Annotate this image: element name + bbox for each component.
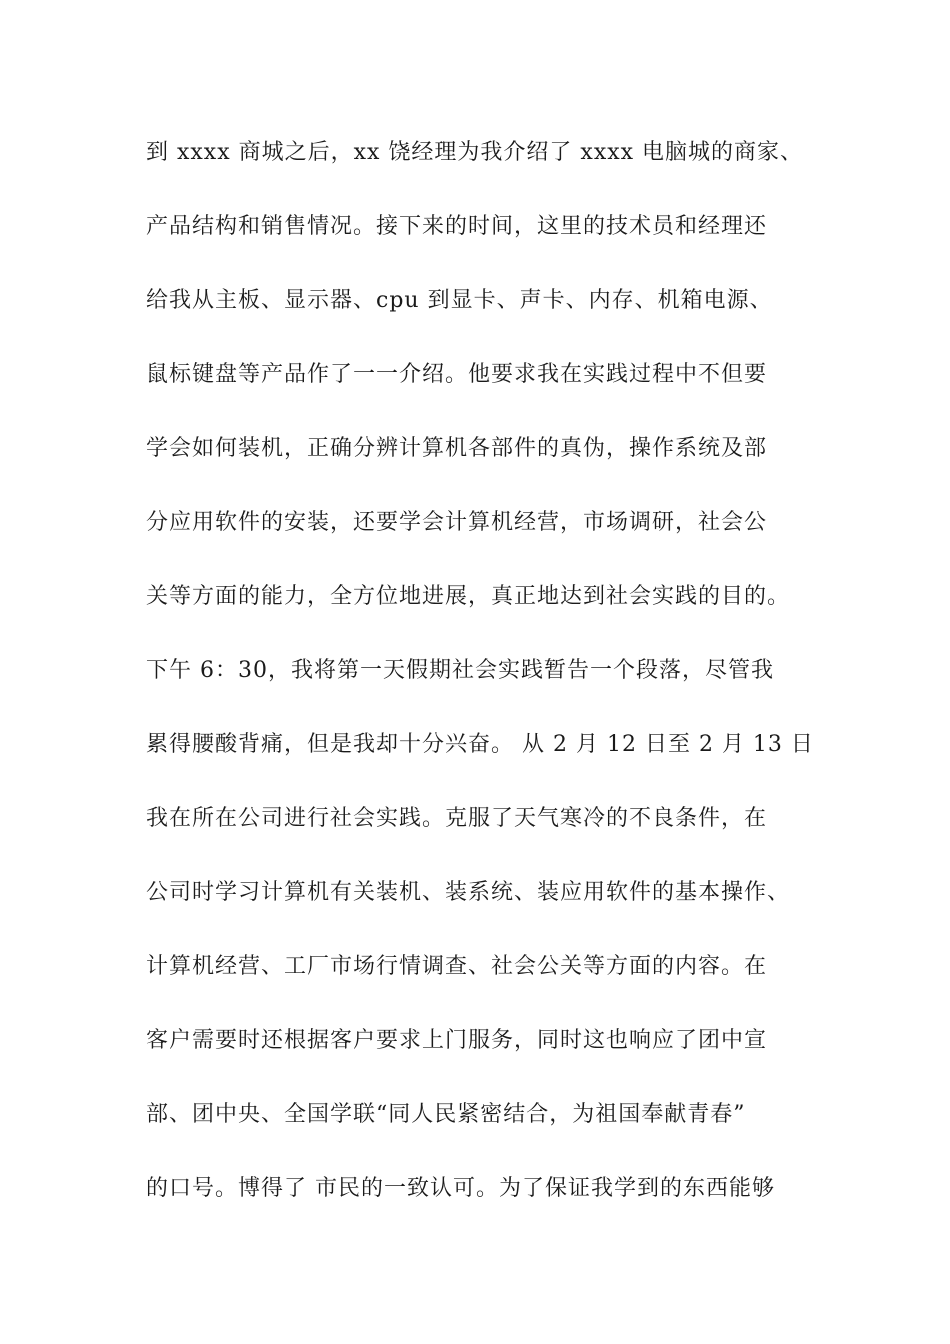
text-line-3: 给我从主板、显示器、cpu 到显卡、声卡、内存、机箱电源、 — [146, 288, 773, 313]
text-line-9: 累得腰酸背痛，但是我却十分兴奋。 从 2 月 12 日至 2 月 13 日 — [146, 732, 814, 757]
text-line-12: 计算机经营、工厂市场行情调查、社会公关等方面的内容。在 — [146, 954, 768, 979]
text-line-5: 学会如何装机，正确分辨计算机各部件的真伪，操作系统及部 — [146, 436, 768, 461]
text-line-8: 下午 6：30，我将第一天假期社会实践暂告一个段落，尽管我 — [146, 658, 774, 683]
text-line-13: 客户需要时还根据客户要求上门服务，同时这也响应了团中宣 — [146, 1028, 768, 1053]
text-line-11: 公司时学习计算机有关装机、装系统、装应用软件的基本操作、 — [146, 880, 791, 905]
text-line-1: 到 xxxx 商城之后，xx 饶经理为我介绍了 xxxx 电脑城的商家、 — [146, 140, 804, 165]
body-text — [146, 132, 836, 1242]
text-line-15: 的口号。博得了 市民的一致认可。为了保证我学到的东西能够 — [146, 1176, 775, 1201]
text-line-4: 鼠标键盘等产品作了一一介绍。他要求我在实践过程中不但要 — [146, 362, 768, 387]
text-line-10: 我在所在公司进行社会实践。克服了天气寒冷的不良条件，在 — [146, 806, 768, 831]
text-line-14: 部、团中央、全国学联“同人民紧密结合，为祖国奉献青春” — [146, 1102, 746, 1127]
text-line-2: 产品结构和销售情况。接下来的时间，这里的技术员和经理还 — [146, 214, 768, 239]
text-line-7: 关等方面的能力，全方位地进展，真正地达到社会实践的目的。 — [146, 584, 791, 609]
text-line-6: 分应用软件的安装，还要学会计算机经营，市场调研，社会公 — [146, 510, 768, 535]
